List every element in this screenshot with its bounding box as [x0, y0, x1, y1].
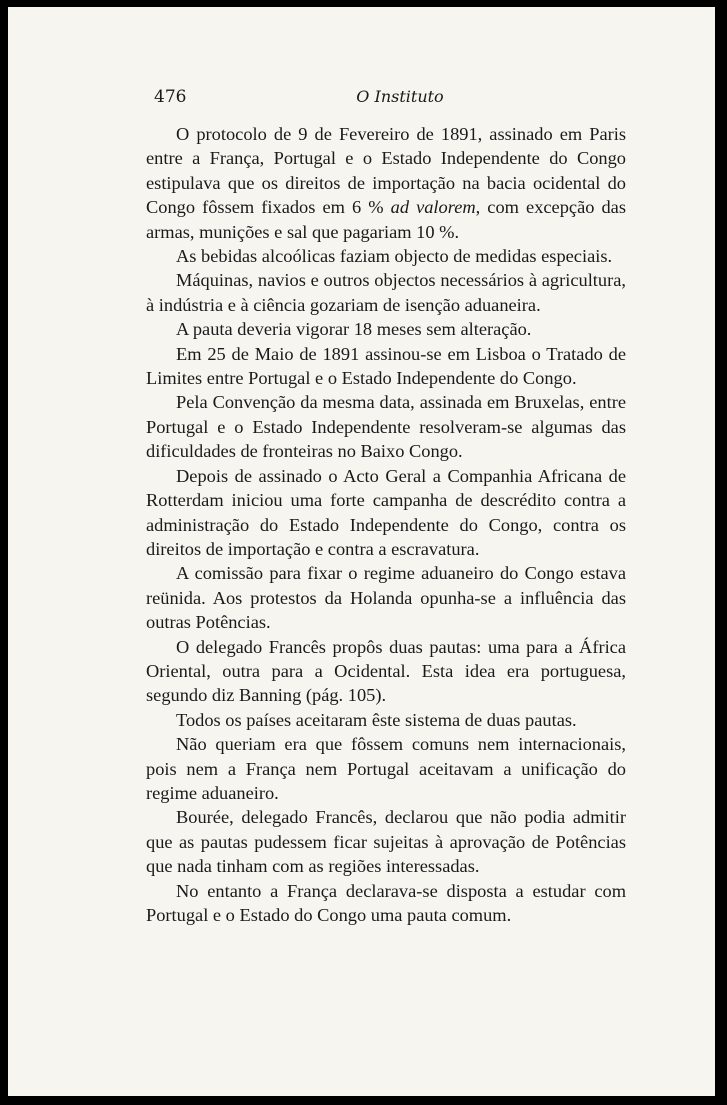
paragraph: Pela Convenção da mesma data, assinada em Bruxelas, entre Portugal e o Estado Independente resolveram-se algumas das dificuldades de fronteiras no Baixo Congo. [146, 392, 626, 462]
paragraph: Não queriam era que fôssem comuns nem internacionais, pois nem a França nem Portugal aceitavam a unificação do regime aduaneiro. [146, 734, 626, 803]
paragraph: O delegado Francês propôs duas pautas: uma para a África Oriental, outra para a Ocidental. Esta idea era portuguesa, segundo diz Banning (pág. 105). [146, 636, 626, 706]
page-number: 476 [154, 87, 187, 107]
paragraph: Bourée, delegado Francês, declarou que não podia admitir que as pautas pudessem ficar sujeitas à aprovação de Potências que nada tinham com as regiões interessadas. [146, 807, 626, 877]
paragraph: Máquinas, navios e outros objectos necessários à agricultura, à indústria e à ciência gozariam de isenção aduaneira. [146, 270, 626, 315]
paragraph: No entanto a França declarava-se disposta a estudar com Portugal e o Estado do Congo uma pauta comum. [146, 880, 626, 925]
paragraph: Depois de assinado o Acto Geral a Companhia Africana de Rotterdam iniciou uma forte campanha de descrédito contra a administração do Estado Independente do Congo, contra os direitos de importação e contra a escravatura. [146, 465, 626, 559]
page-header [154, 87, 634, 113]
paragraph: As bebidas alcoólicas faziam objecto de medidas especiais. [176, 246, 613, 267]
latin-phrase: ad valorem [390, 197, 476, 218]
paragraph: A comissão para fixar o regime aduaneiro do Congo estava reünida. Aos protestos da Holanda opunha-se a influência das outras Potências. [146, 563, 626, 633]
paragraph: Todos os países aceitaram êste sistema de duas pautas. [176, 709, 577, 730]
paragraph: Em 25 de Maio de 1891 assinou-se em Lisboa o Tratado de Limites entre Portugal e o Estado Independente do Congo. [146, 343, 626, 389]
paragraph: O protocolo de 9 de Fevereiro de 1891, assinado em Paris entre a França, Portugal e o Estado Independente do Congo estipulava que os direitos de importação na bacia ocidental do Congo fôssem fixados em 6 % ad valorem, com excepção das armas, munições e sal que pagariam 10 %. [146, 124, 627, 242]
running-title: O Instituto [356, 87, 444, 106]
paragraph: A pauta deveria vigorar 18 meses sem alteração. [176, 319, 532, 340]
body-text [146, 122, 626, 927]
